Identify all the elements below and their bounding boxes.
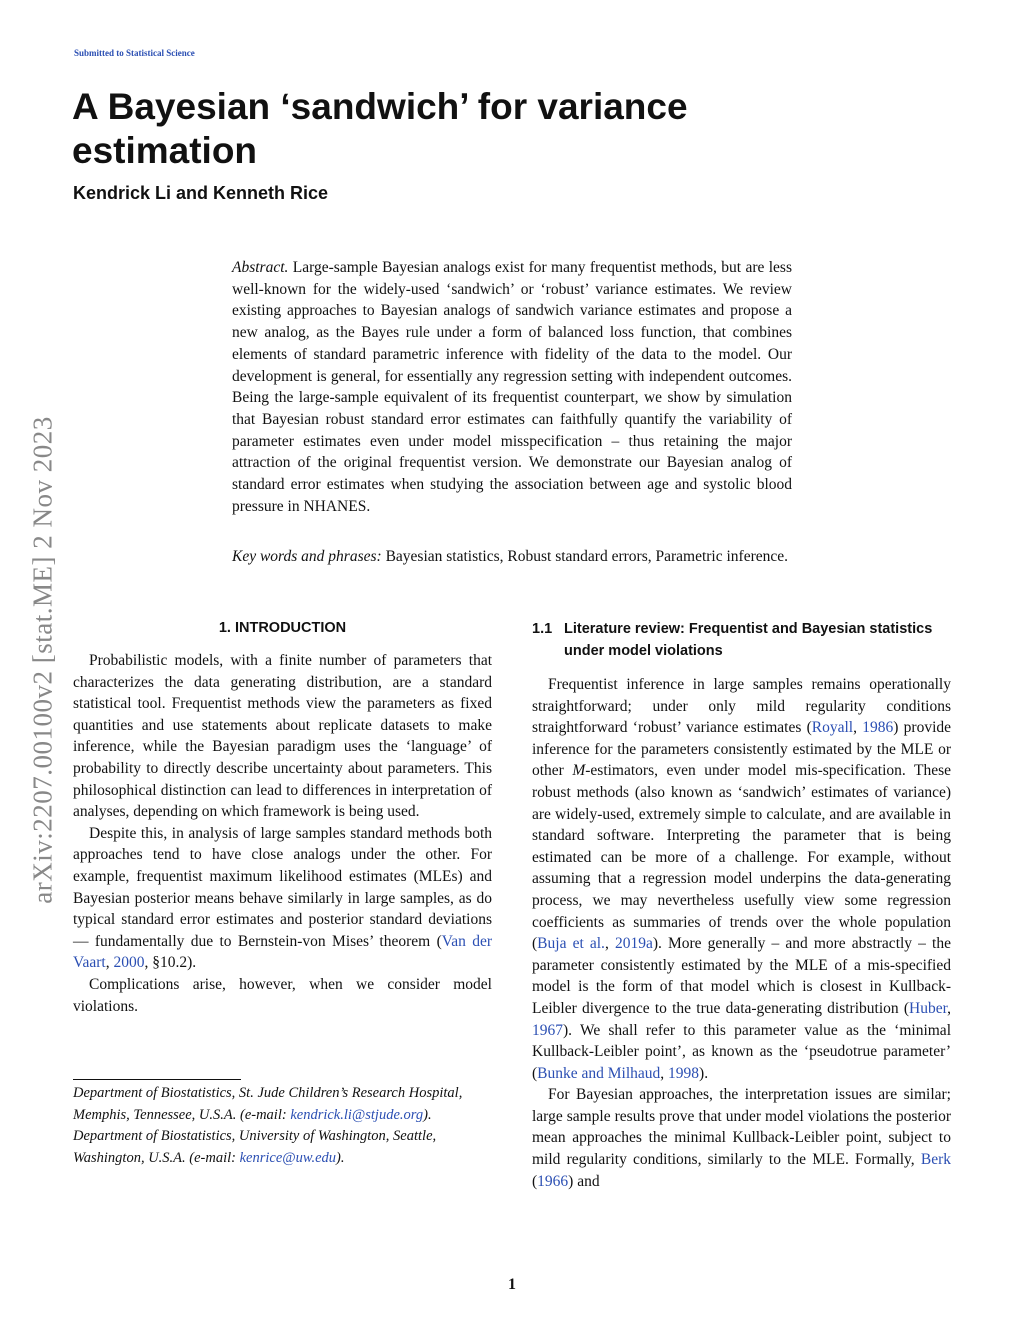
abstract-label: Abstract.	[232, 259, 289, 276]
citation-sep: ,	[660, 1064, 669, 1082]
citation-sep: ,	[604, 935, 615, 953]
intro-paragraph-3: Complications arise, however, when we consider model violations.	[73, 975, 492, 1015]
affiliation-footnote	[73, 1083, 492, 1169]
citation-link-berk[interactable]: Berk	[920, 1151, 951, 1169]
lit-p1-c: -estimators, even under model mis-specification. These robust methods (also known as ‘sandwich’ estimates of variance) are widely-used, extremely simple to calculate, and are available in standard software. Interpreting the parameter that is being estimated can be more of a challenge. For example, without assuming that a regression model underpins the data-generating process, we may nevertheless usefully view some regression coefficients as summaries of trends over the whole population (	[532, 762, 951, 953]
footnote-text-b: ). Department of Biostatistics, University of Washington, Seattle, Washington, U.S.A. (e-mail:	[73, 1106, 437, 1166]
email-link-kenrice[interactable]: kenrice@uw.edu	[239, 1149, 337, 1166]
intro-p2-tail: , §10.2).	[144, 954, 197, 972]
intro-p2-text: Despite this, in analysis of large samples standard methods both approaches tend to have close analogs under the other. For example, frequentist maximum likelihood estimates (MLEs) and Bayesian posterior means behave similarly in large samples, as do typical standard error estimates and posterior standard deviations — fundamentally due to Bernstein-von Mises’ theorem (	[73, 824, 492, 950]
left-column	[73, 618, 492, 1017]
lit-p1-b: ) provide inference for the parameters consistently estimated by the MLE or other	[532, 719, 952, 780]
citation-open: (	[532, 1172, 538, 1190]
lit-p1-d: ). More generally – and more abstractly – the parameter consistently estimated by the MLE of a mis-specified model is the form of that model which is closest in Kullback-Leibler divergence to the true data-generating distribution (	[532, 935, 951, 1017]
subsection-title: Literature review: Frequentist and Bayesian statistics under model violations	[564, 621, 933, 659]
citation-link-royall[interactable]: Royall	[811, 719, 854, 737]
lit-p2-a: For Bayesian approaches, the interpretation issues are similar; large sample results prove that under model violations the posterior mean approaches the minimal Kullback-Leibler point, subject to mild regularity conditions, similarly to the MLE. Formally,	[532, 1086, 951, 1169]
subsection-number: 1.1	[532, 621, 553, 637]
intro-paragraph-1: Probabilistic models, with a finite number of parameters that characterizes the data generating distribution, are a standard statistical tool. Frequentist methods view the parameters as fixed quantities and use statements about replicate datasets to make inference, while the Bayesian paradigm uses the ‘language’ of probability to directly describe uncertainty about parameters. This philosophical distinction can lead to differences in interpretation of analyses, depending on which framework is being used.	[73, 652, 492, 821]
lit-p1-f: ).	[699, 1064, 709, 1082]
subsection-heading-literature-review	[532, 618, 951, 662]
citation-sep: ,	[853, 719, 863, 737]
lit-p1-a: Frequentist inference in large samples remains operationally straightforward; under only mild regularity conditions straightforward ‘robust’ variance estimates (	[532, 676, 951, 737]
abstract-text: Large-sample Bayesian analogs exist for many frequentist methods, but are less well-known for the widely-used ‘sandwich’ or ‘robust’ variance estimates. We review existing approaches to Bayesian analogs of sandwich variance estimates and propose a new analog, as the Bayes rule under a form of balanced loss function, that combines elements of standard parametric inference with fidelity of the data to the model. Our development is general, for essentially any regression setting with independent outcomes. Being the large-sample equivalent of its frequentist counterpart, we show by simulation that Bayesian robust standard error estimates can faithfully quantify the variability of parameter estimates even under model misspecification – thus retaining the major attraction of the original frequentist version. We demonstrate our Bayesian analog of standard error estimates when studying the association between age and systolic blood pressure in NHANES.	[232, 259, 792, 515]
citation-year-link-berk[interactable]: 1966	[537, 1172, 569, 1190]
lit-paragraph-2	[532, 1084, 951, 1192]
keywords-label: Key words and phrases:	[232, 548, 382, 565]
lit-p2-b: ) and	[568, 1172, 600, 1190]
footnote-text-c: ).	[336, 1149, 345, 1166]
footnote-text-a: Department of Biostatistics, St. Jude Children’s Research Hospital, Memphis, Tennessee, U.S.A. (e-mail:	[73, 1085, 463, 1123]
citation-year-link-royall[interactable]: 1986	[862, 719, 894, 737]
authors: Kendrick Li and Kenneth Rice	[73, 183, 329, 203]
citation-year-link-buja[interactable]: 2019a	[614, 935, 653, 953]
paper-title: A Bayesian ‘sandwich’ for variance estimation	[72, 86, 688, 171]
section-heading-introduction: 1. INTRODUCTION	[218, 620, 347, 636]
right-column	[532, 618, 951, 1192]
abstract	[232, 257, 792, 517]
citation-sep: ,	[105, 954, 114, 972]
citation-link-vandervaart[interactable]: Van der Vaart	[73, 932, 492, 972]
keywords	[232, 546, 792, 568]
citation-year-link-huber[interactable]: 1967	[532, 1021, 563, 1039]
citation-link-bunke[interactable]: Bunke and Milhaud	[537, 1064, 661, 1082]
citation-link-huber[interactable]: Huber	[909, 999, 948, 1017]
journal-header: Submitted to Statistical Science	[74, 48, 195, 58]
lit-p1-e: ). We shall refer to this parameter value as the ‘minimal Kullback-Leibler point’, as known as the ‘pseudotrue parameter’ (	[532, 1021, 951, 1082]
math-m: M	[572, 762, 586, 780]
citation-link-buja[interactable]: Buja et al.	[537, 935, 605, 953]
keywords-text: Bayesian statistics, Robust standard errors, Parametric inference.	[385, 548, 789, 565]
arxiv-stamp: arXiv:2207.00100v2 [stat.ME] 2 Nov 2023	[27, 416, 58, 904]
email-link-kendrick[interactable]: kendrick.li@stjude.org	[290, 1106, 424, 1123]
lit-paragraph-1	[532, 674, 951, 1084]
intro-paragraph-2	[73, 823, 492, 974]
citation-sep: ,	[947, 999, 951, 1017]
footnote-rule	[73, 1079, 241, 1080]
citation-year-link-vandervaart[interactable]: 2000	[113, 954, 145, 972]
citation-year-link-bunke[interactable]: 1998	[668, 1064, 700, 1082]
page-number: 1	[508, 1276, 516, 1293]
